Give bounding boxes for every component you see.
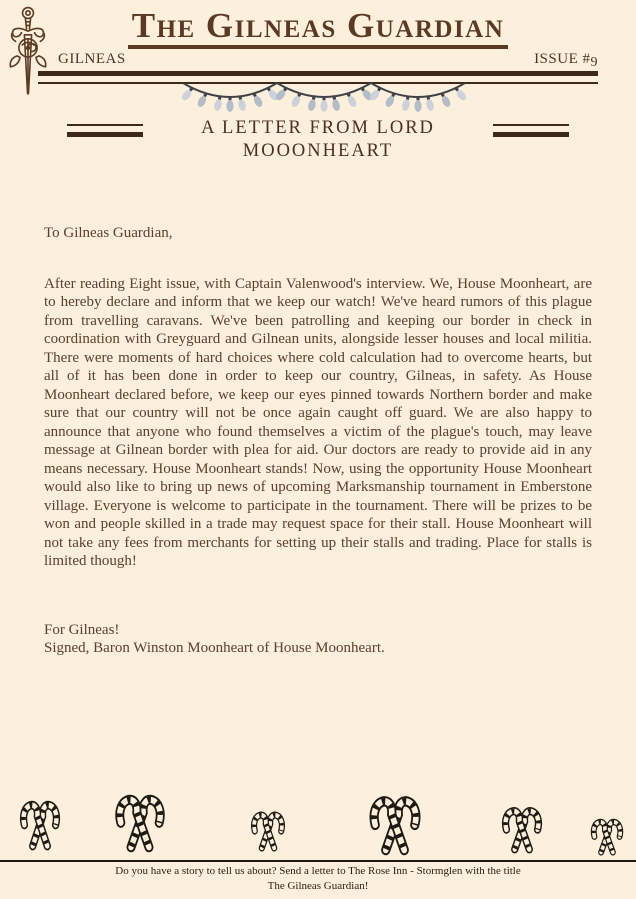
candy-canes-icon xyxy=(108,781,172,853)
candy-canes-icon xyxy=(496,796,548,854)
candy-canes-icon xyxy=(246,802,290,852)
letter-salutation: To Gilneas Guardian, xyxy=(44,225,173,241)
candy-canes-icon xyxy=(362,782,428,856)
letter-content xyxy=(44,224,592,658)
masthead-meta-row xyxy=(38,51,598,68)
heading-ornament-left xyxy=(67,124,143,137)
letter-body: After reading Eight issue, with Captain Valenwood's interview. We, House Moonheart, are to hereby declare and inform that we keep our watch! We've heard rumors of this plague from travelling caravans. We've been patrolling and keeping our border in check in coordination with Greyguard and Gilnean units, alongside lesser houses and local militia. There were moments of hard choices where cold calculation had to overcome hearts, but all of it has been done in order to keep our country, Gilneas, in safety. As House Moonheart declared before, we keep our eyes pinned towards Northern border and make sure that our country will not be once again caught off guard. We are also happy to announce that anyone who found themselves a victim of the plague's touch, may leave message at Gilnean border with plea for aid. Our doctors are ready to provide aid in any means necessary. House Moonheart stands! Now, using the opportunity House Moonheart would also like to bring up news of upcoming Marksmanship tournament in Emberstone village. Everyone is welcome to participate in the tournament. There will be prizes to be won and people skilled in a trade may request space for their stall. House Moonheart will not take any fees from merchants for setting up their stalls and trading. Place for stalls is limited though! xyxy=(44,275,592,569)
letter-closing xyxy=(44,621,592,658)
article-heading-row xyxy=(0,117,636,163)
candy-canes-icon xyxy=(586,810,628,856)
region-label: GILNEAS xyxy=(58,51,126,67)
heading-ornament-right xyxy=(493,124,569,137)
issue-label: ISSUE #9 xyxy=(534,51,598,70)
article-title-line2: MOOONHEART xyxy=(242,141,394,161)
letter-closing-line2: Signed, Baron Winston Moonheart of House Moonheart. xyxy=(44,640,385,656)
footer-rule xyxy=(0,860,636,862)
footer-submission-note: Do you have a story to tell us about? Send a letter to The Rose Inn - Stormglen with the title The Gilneas Guardian! xyxy=(115,865,521,892)
issue-number: 9 xyxy=(590,55,598,70)
header-rule-thick xyxy=(38,71,598,76)
newspaper-title: The Gilneas Guardian xyxy=(128,8,509,49)
candy-canes-icon xyxy=(14,789,66,851)
letter-closing-line1: For Gilneas! xyxy=(44,621,120,638)
article-title-line1: A LETTER FROM LORD xyxy=(201,118,435,138)
dagger-rose-icon xyxy=(6,5,50,101)
string-lights-garland-icon xyxy=(181,81,471,121)
article-title xyxy=(201,117,435,163)
